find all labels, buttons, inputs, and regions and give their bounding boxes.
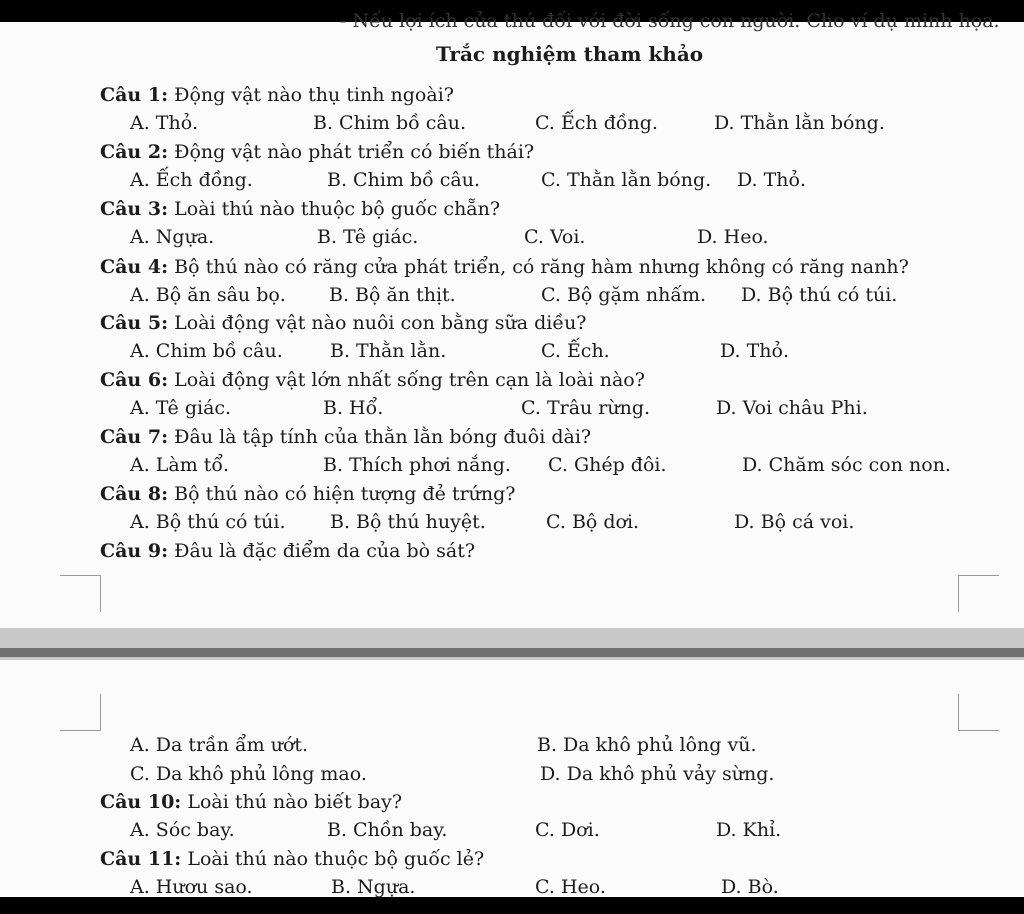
q10-option-a: A. Sóc bay. (130, 819, 235, 841)
q8-option-c: C. Bộ dơi. (546, 511, 640, 533)
q2-option-c: C. Thằn lằn bóng. (541, 169, 712, 191)
q11-option-a: A. Hươu sao. (130, 876, 253, 898)
q10-option-c: C. Dơi. (535, 819, 600, 841)
page-corner-mark (60, 575, 101, 612)
q6-option-d: D. Voi châu Phi. (716, 397, 868, 419)
q3-option-b: B. Tê giác. (317, 226, 419, 248)
q6-option-b: B. Hổ. (323, 397, 384, 419)
question-1: Câu 1: Động vật nào thụ tinh ngoài? (100, 84, 454, 106)
q10-option-d: D. Khỉ. (716, 819, 782, 841)
q6-option-a: A. Tê giác. (130, 397, 232, 419)
q9-option-c: C. Da khô phủ lông mao. (130, 763, 367, 785)
question-3: Câu 3: Loài thú nào thuộc bộ guốc chẵn? (100, 198, 501, 220)
q2-option-d: D. Thỏ. (737, 169, 807, 191)
q3-option-c: C. Voi. (524, 226, 586, 248)
q2-option-a: A. Ếch đồng. (130, 169, 253, 191)
q5-option-c: C. Ếch. (541, 340, 610, 362)
q1-option-b: B. Chim bồ câu. (313, 112, 467, 134)
q3-option-a: A. Ngựa. (130, 226, 215, 248)
q4-option-d: D. Bộ thú có túi. (741, 284, 898, 306)
cut-off-line: - Nếu lợi ích của thú đối với đời sống con người. Cho ví dụ minh họa. (340, 10, 1000, 32)
q5-option-d: D. Thỏ. (720, 340, 790, 362)
q11-option-b: B. Ngựa. (331, 876, 416, 898)
q1-option-a: A. Thỏ. (130, 112, 199, 134)
q4-option-c: C. Bộ gặm nhấm. (541, 284, 707, 306)
question-9: Câu 9: Đâu là đặc điểm da của bò sát? (100, 540, 476, 562)
question-11: Câu 11: Loài thú nào thuộc bộ guốc lẻ? (100, 848, 485, 870)
question-5: Câu 5: Loài động vật nào nuôi con bằng sữa diều? (100, 312, 587, 334)
page-corner-mark (60, 694, 101, 731)
q9-option-b: B. Da khô phủ lông vũ. (537, 734, 757, 756)
question-7: Câu 7: Đâu là tập tính của thằn lằn bóng đuôi dài? (100, 426, 592, 448)
q8-option-b: B. Bộ thú huyệt. (330, 511, 486, 533)
q5-option-b: B. Thằn lằn. (330, 340, 447, 362)
q7-option-a: A. Làm tổ. (130, 454, 230, 476)
q4-option-a: A. Bộ ăn sâu bọ. (130, 284, 286, 306)
q1-option-c: C. Ếch đồng. (535, 112, 658, 134)
section-title: Trắc nghiệm tham khảo (436, 42, 704, 66)
page-separator (0, 648, 1024, 657)
q9-option-a: A. Da trần ẩm ướt. (130, 734, 309, 756)
document-page-1 (0, 10, 1024, 628)
q8-option-d: D. Bộ cá voi. (734, 511, 855, 533)
page-corner-mark (958, 575, 999, 612)
question-6: Câu 6: Loài động vật lớn nhất sống trên cạn là loài nào? (100, 369, 645, 391)
q7-option-b: B. Thích phơi nắng. (323, 454, 511, 476)
question-4: Câu 4: Bộ thú nào có răng cửa phát triển, có răng hàm nhưng không có răng nanh? (100, 256, 909, 278)
question-10: Câu 10: Loài thú nào biết bay? (100, 791, 403, 813)
q4-option-b: B. Bộ ăn thịt. (329, 284, 456, 306)
q2-option-b: B. Chim bồ câu. (327, 169, 481, 191)
q11-option-c: C. Heo. (535, 876, 606, 898)
q9-option-d: D. Da khô phủ vảy sừng. (540, 763, 775, 785)
document-page-2 (0, 660, 1024, 897)
page-corner-mark (958, 694, 999, 731)
q6-option-c: C. Trâu rừng. (521, 397, 651, 419)
q8-option-a: A. Bộ thú có túi. (130, 511, 286, 533)
question-8: Câu 8: Bộ thú nào có hiện tượng đẻ trứng? (100, 483, 516, 505)
q7-option-d: D. Chăm sóc con non. (742, 454, 951, 476)
q10-option-b: B. Chồn bay. (327, 819, 448, 841)
q1-option-d: D. Thằn lằn bóng. (714, 112, 885, 134)
q11-option-d: D. Bò. (721, 876, 779, 898)
question-2: Câu 2: Động vật nào phát triển có biến thái? (100, 141, 535, 163)
q7-option-c: C. Ghép đôi. (548, 454, 667, 476)
q5-option-a: A. Chim bồ câu. (130, 340, 283, 362)
q3-option-d: D. Heo. (697, 226, 769, 248)
